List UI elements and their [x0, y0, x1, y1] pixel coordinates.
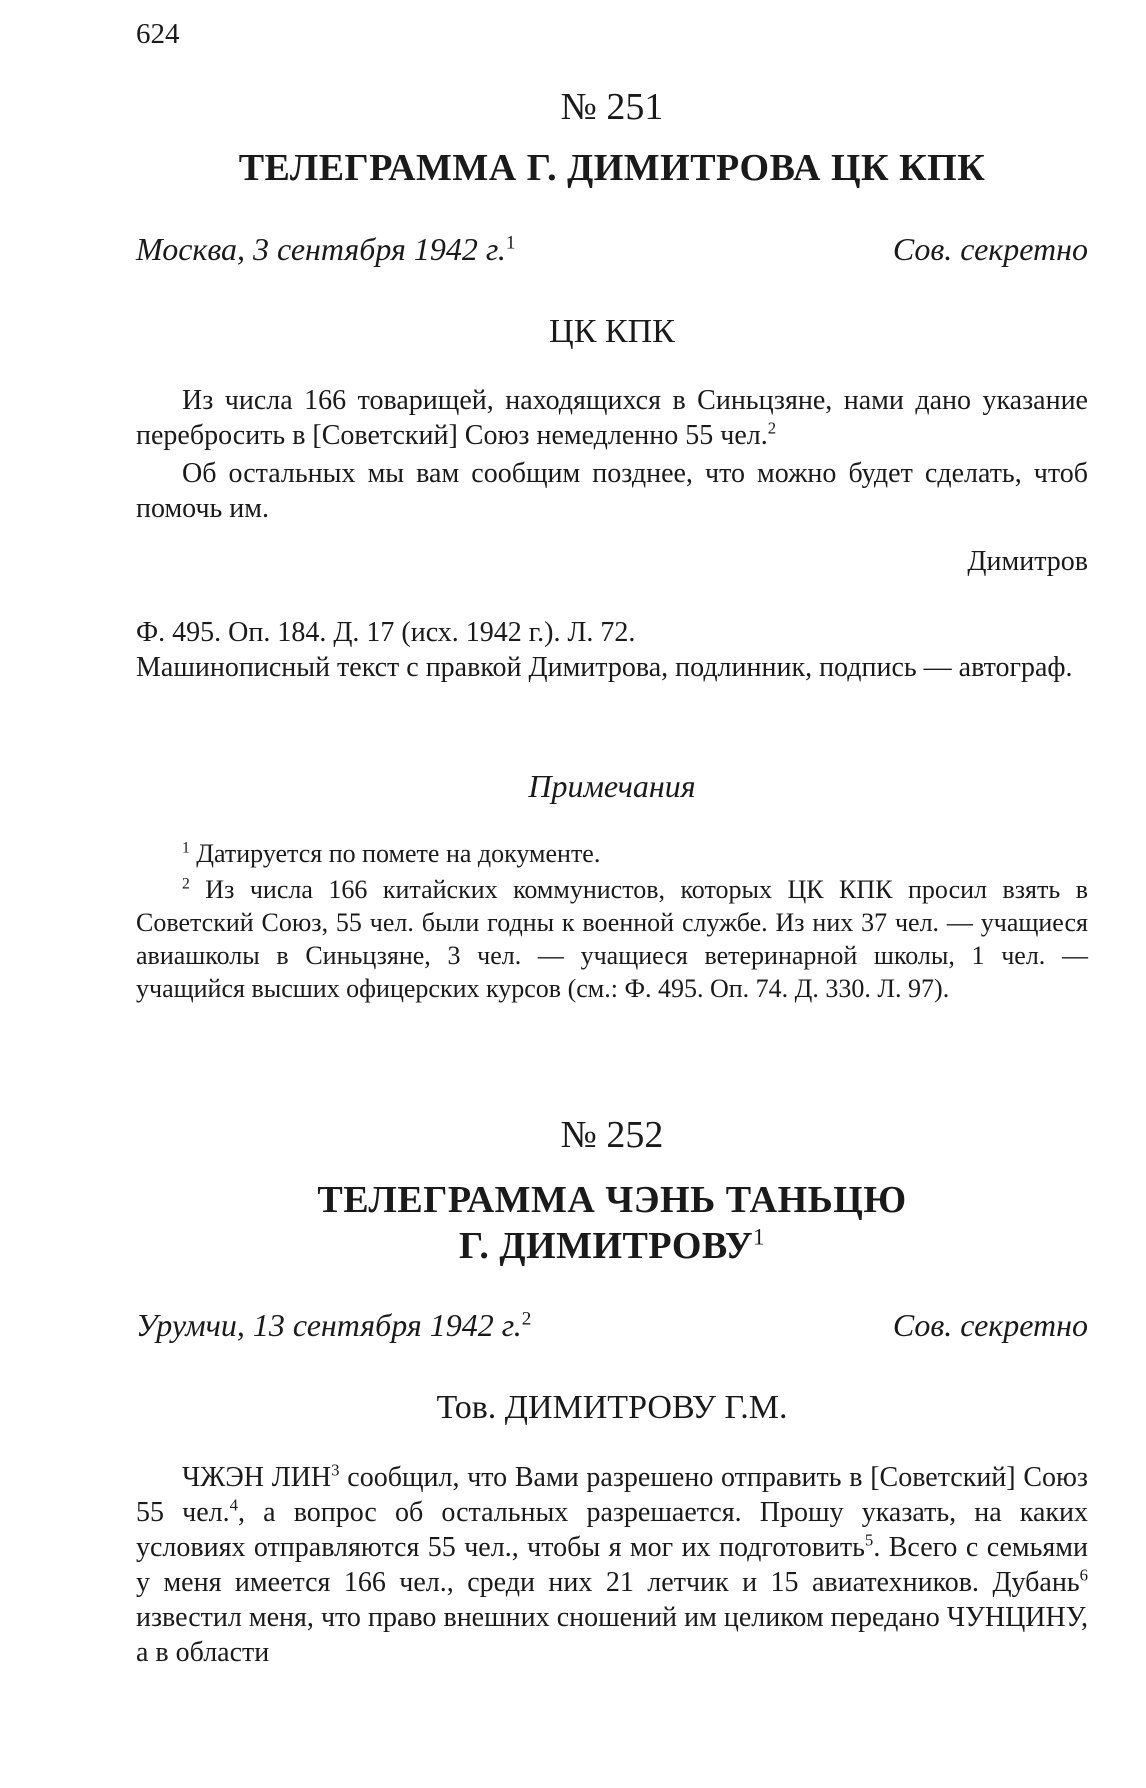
- footnote-ref: 2: [767, 418, 777, 438]
- archive-reference: [136, 615, 1088, 685]
- addressee: Тов. ДИМИТРОВУ Г.М.: [436, 1389, 788, 1426]
- paragraph: ЧЖЭН ЛИН$^3$ сообщил, что Вами разрешено отправить в [Советский] Союз 55 чел.$^4$, а вопрос об остальных разрешается. Прошу указать, на каких условиях отправляются 55 чел., чтобы я мог их подготовить$^5$. Всего с семьями у меня имеется 166 чел., среди них 21 летчик и 15 авиатехников. Дубань$^6$ известил меня, что право внешних сношений им целиком передано ЧУНЦИНУ, а в области: [136, 1460, 1088, 1668]
- doc-text: [136, 1460, 1088, 1670]
- paragraph: Из числа 166 товарищей, находящихся в Синьцзяне, нами дано указание перебросить в [Советский] Союз немедленно 55 чел.$^2$: [136, 385, 1088, 451]
- footnote-ref: 1: [505, 232, 516, 254]
- notes-heading: Примечания: [528, 768, 696, 804]
- classification: Сов. секретно: [892, 1307, 1088, 1343]
- footnote-ref: 1: [753, 1224, 765, 1250]
- doc-title: ТЕЛЕГРАММА Г. ДИМИТРОВА ЦК КПК: [238, 146, 986, 189]
- archive-ref: Ф. 495. Оп. 184. Д. 17 (исх. 1942 г.). Л. 72.: [136, 617, 636, 648]
- doc-text: [136, 383, 1088, 526]
- notes-list: [136, 837, 1088, 1005]
- page-number: 624: [136, 18, 180, 50]
- place-date: Москва, 3 сентября 1942 г.$^1$: [136, 231, 516, 267]
- doc-meta-line: [136, 1306, 1088, 1344]
- archive-desc: Машинописный текст с правкой Димитрова, подлинник, подпись — автограф.: [136, 652, 1073, 683]
- doc-251: [136, 85, 1088, 191]
- note-item: $^2$ Из числа 166 китайских коммунистов, которых ЦК КПК просил взять в Советский Союз, 55 чел. были годны к военной службе. Из них 37 чел. — учащиеся авиашколы в Синьцзяне, 3 чел. — учащиеся ветеринарной школы, 1 чел. — учащийся высших офицерских курсов (см.: Ф. 495. Оп. 74. Д. 330. Л. 97).: [136, 875, 1088, 1004]
- footnote-ref: 2: [521, 1308, 532, 1330]
- doc-252: [136, 1113, 1088, 1269]
- classification: Сов. секретно: [892, 231, 1088, 267]
- signature: Димитров: [967, 546, 1088, 577]
- addressee: ЦК КПК: [549, 313, 675, 350]
- doc-number: № 252: [560, 1114, 664, 1156]
- doc-title: ТЕЛЕГРАММА ЧЭНЬ ТАНЬЦЮ Г. ДИМИТРОВУ$^1$: [317, 1178, 907, 1267]
- paragraph: Об остальных мы вам сообщим позднее, что можно будет сделать, чтоб помочь им.: [136, 458, 1088, 524]
- place-date: Урумчи, 13 сентября 1942 г.$^2$: [136, 1307, 532, 1343]
- doc-number: № 251: [560, 86, 664, 128]
- note-item: $^1$ Датируется по помете на документе.: [182, 839, 601, 868]
- doc-meta-line: [136, 230, 1088, 268]
